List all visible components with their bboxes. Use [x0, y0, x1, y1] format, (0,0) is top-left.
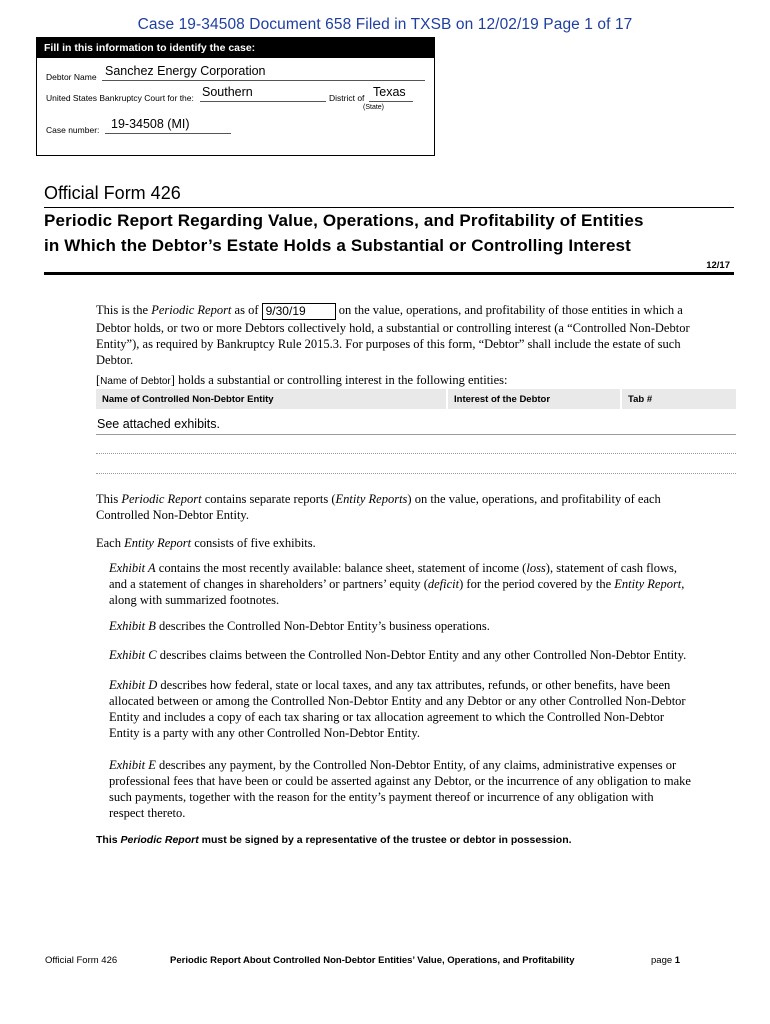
footer-form-number: Official Form 426	[45, 955, 118, 966]
case-id-box	[36, 37, 435, 156]
court-value[interactable]: Southern	[202, 85, 253, 99]
debtor-name-value[interactable]: Sanchez Energy Corporation	[105, 64, 266, 78]
column-header-interest: Interest of the Debtor	[448, 389, 620, 409]
state-label: (State)	[363, 104, 385, 111]
district-line	[369, 101, 413, 102]
holds-interest-line: [Name of Debtor] holds a substantial or controlling interest in the following entities:	[96, 373, 508, 387]
intro-paragraph	[96, 302, 736, 368]
table-row-3[interactable]	[96, 473, 736, 474]
case-number-value[interactable]: 19-34508 (MI)	[111, 117, 190, 131]
as-of-date-field[interactable]: 9/30/19	[262, 303, 336, 320]
exhibit-d-paragraph: Exhibit D describes how federal, state or local taxes, and any tax attributes, refunds, or other benefits, have been allocated between or among the Controlled Non-Debtor Entity and any Debtor or any other Controlled Non-Debtor Entity and includes a copy of each tax sharing or tax allocation agreement to which the Controlled Non-Debtor Entity is a party with any other Controlled Non-Debtor Entity.	[109, 678, 686, 740]
intro-line2: Debtor holds, or two or more Debtors collectively hold, a substantial or controlling interest (a “Controlled Non-Debtor	[96, 321, 690, 335]
title-top-rule	[44, 207, 734, 208]
intro-line4: Debtor.	[96, 353, 134, 367]
form-title-line2: in Which the Debtor’s Estate Holds a Substantial or Controlling Interest	[44, 236, 631, 255]
intro-line1: This is the Periodic Report as of 9/30/19 on the value, operations, and profitability of those entities in which a	[96, 303, 683, 318]
form-number: Official Form 426	[44, 183, 181, 203]
case-number-label: Case number:	[46, 125, 100, 135]
footer-title: Periodic Report About Controlled Non-Debtor Entities’ Value, Operations, and Profitability	[170, 955, 575, 966]
form-title-line1: Periodic Report Regarding Value, Operations, and Profitability of Entities	[44, 211, 644, 230]
signature-requirement: This Periodic Report must be signed by a representative of the trustee or debtor in possession.	[96, 834, 572, 846]
district-label: District of	[329, 93, 365, 103]
debtor-name-label: Debtor Name	[46, 72, 97, 82]
exhibit-c-paragraph: Exhibit C describes claims between the Controlled Non-Debtor Entity and any other Controlled Non-Debtor Entity.	[109, 648, 687, 662]
footer-page: page 1	[651, 955, 681, 966]
table-row-divider	[96, 434, 736, 435]
column-header-tab: Tab #	[622, 389, 736, 409]
title-bottom-rule	[44, 272, 734, 275]
court-line	[200, 101, 326, 102]
debtor-name-line	[102, 80, 425, 81]
entity-reports-paragraph: This Periodic Report contains separate reports (Entity Reports) on the value, operations, and profitability of each Controlled Non-Debtor Entity.	[96, 492, 661, 522]
district-value[interactable]: Texas	[373, 85, 406, 99]
exhibit-b-paragraph: Exhibit B describes the Controlled Non-Debtor Entity’s business operations.	[109, 619, 490, 633]
exhibit-e-paragraph: Exhibit E describes any payment, by the Controlled Non-Debtor Entity, of any claims, administrative expenses or professional fees that have been or could be asserted against any Debtor, or the incurrence of any obligation to make such payments, together with the reason for the entity’s payment thereof or incurrence of any obligation with respect thereto.	[109, 758, 691, 820]
name-of-debtor-placeholder[interactable]: Name of Debtor	[100, 376, 171, 387]
case-id-heading: Fill in this information to identify the case:	[37, 38, 434, 58]
five-exhibits-paragraph: Each Entity Report consists of five exhibits.	[96, 536, 316, 550]
exhibit-a-paragraph: Exhibit A contains the most recently available: balance sheet, statement of income (loss), statement of cash flows, and a statement of changes in shareholders’ or partners’ equity (deficit) for the period covered by the Entity Report, along with summarized footnotes.	[109, 561, 685, 607]
filing-stamp: Case 19-34508 Document 658 Filed in TXSB on 12/02/19 Page 1 of 17	[137, 16, 633, 33]
court-label: United States Bankruptcy Court for the:	[46, 93, 194, 103]
form-revision: 12/17	[706, 260, 730, 271]
page-number: 1	[674, 955, 681, 966]
table-row-1-entity[interactable]: See attached exhibits.	[97, 417, 220, 431]
table-row-2[interactable]	[96, 453, 736, 454]
intro-line3: Entity”), as required by Bankruptcy Rule 2015.3. For purposes of this form, “Debtor” shall include the estate of such	[96, 337, 681, 351]
column-header-entity-name: Name of Controlled Non-Debtor Entity	[96, 389, 446, 409]
case-number-line	[105, 133, 231, 134]
